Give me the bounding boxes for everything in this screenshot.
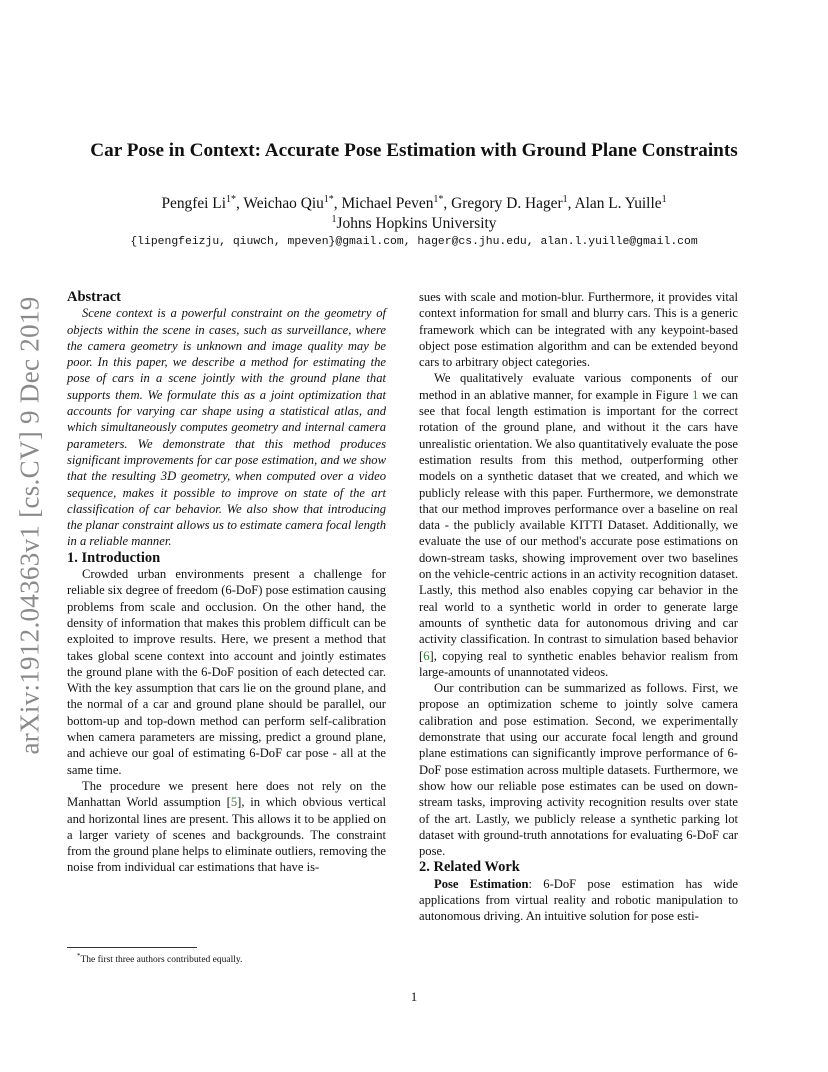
footnote [77, 952, 242, 965]
abstract-heading: Abstract [67, 289, 121, 305]
footnote-mark: * [77, 952, 81, 960]
abstract-text: Scene context is a powerful constraint on the geometry of objects within the scene in cases, such as surveillance, where the camera geometry is unknown and image quality may be poor. In this paper, we describe a method for estimating the pose of cars in a scene jointly with the ground plane that supports them. We formulate this as a joint optimization that accounts for varying car shape using a statistical atlas, and which simultaneously computes geometry and internal camera parameters. We demonstrate that this method produces significant improvements for car pose estimation, and we show that the resulting 3D geometry, when computed over a video sequence, makes it possible to improve on state of the art classification of car behavior. We also show that introducing the planar constraint allows us to estimate camera focal length in a reliable manner. [67, 306, 386, 549]
author-list: Pengfei $Li^{1*}$, Weichao Qiu$^{1*}$, Michael Peven$^{1*}$, Gregory D. Hager$^1$, Alan L. Yuille$^1$ [161, 194, 667, 212]
introduction-paragraph: The procedure we present here does not rely on the Manhattan World assumption [5], in which obvious vertical and horizontal lines are present. This allows it to be applied on a larger variety of scenes and backgrounds. The constraint from the ground plane helps to eliminate outliers, removing the noise from individual car estimations that have is- [67, 778, 386, 875]
affiliation-mark: 1 [562, 194, 568, 205]
author-name: Michael Peven [341, 195, 434, 212]
author-name: Alan L. Yuille [574, 195, 662, 212]
equal-contribution-mark: * [230, 194, 236, 205]
introduction-heading: 1. Introduction [67, 549, 161, 566]
left-column [67, 289, 386, 876]
affiliation-mark: 1 [661, 194, 667, 205]
page-number: 1 [410, 990, 418, 1004]
right-column [419, 289, 738, 925]
author-name: Weichao Qiu [243, 195, 324, 212]
equal-contribution-mark: * [438, 194, 444, 205]
introduction-paragraph: Crowded urban environments present a challenge for reliable six degree of freedom (6-DoF) pose estimation causing problems from scale and occlusion. On the other hand, the density of information that makes this problem difficult can be exploited to improve results. Here, we present a method that takes global scene context into account and jointly estimates the ground plane with the 6-DoF position of each detected car. With the key assumption that cars lie on the ground plane, and the normal of a car and ground plane should be parallel, our bottom-up and top-down method can perform self-calibration when camera parameters are missing, predict a ground plane, and achieve our goal of estimating 6-DoF car pose - all at the same time. [67, 567, 386, 777]
introduction-paragraph: We qualitatively evaluate various components of our method in an ablative manner, for example in Figure 1 we can see that focal length estimation is important for the correct rotation of the ground plane, and without it the cars have unrealistic orientation. We also quantitatively evaluate the pose estimation results from this method, outperforming other models on a synthetic dataset that we created, and which we publicly release with this paper. Furthermore, we demonstrate that our method improves performance over a baseline on real data - the publicly available KITTI Dataset. Additionally, we evaluate the use of our method's accurate pose estimations on down-stream tasks, showing improvement over two baselines on the vehicle-centric actions in an activity recognition dataset. Lastly, this method also enables copying car behavior in the real world to a synthetic world in order to generate large amounts of synthetic data for autonomous driving and car activity classification. In contrast to simulation based behavior [6], copying real to synthetic enables behavior realism from large-amounts of unannotated videos. [419, 371, 738, 679]
paper-title: Car Pose in Context: Accurate Pose Estimation with Ground Plane Constraints [90, 140, 738, 161]
affiliation-name: Johns Hopkins University [336, 215, 497, 232]
author-name: Pengfei Li [161, 195, 226, 212]
footnote-text: The first three authors contributed equally. [80, 955, 243, 966]
author-emails: {lipengfeizju, qiuwch, mpeven}@gmail.com, hager@cs.jhu.edu, alan.l.yuille@gmail.com [130, 236, 698, 248]
equal-contribution-mark: * [328, 194, 334, 205]
paragraph-lead: Pose Estimation [434, 876, 529, 891]
arxiv-identifier-stamp [0, 290, 60, 760]
related-work-heading: 2. Related Work [419, 859, 520, 876]
figure-reference-link[interactable]: 1 [692, 387, 699, 402]
author-name: Gregory D. Hager [451, 195, 563, 212]
citation-link[interactable]: 6 [423, 648, 430, 663]
author-block [0, 194, 828, 234]
affiliation-mark: 1 [331, 214, 337, 225]
affiliation-mark: 1 [433, 194, 439, 205]
related-work-paragraph: Pose Estimation: 6-DoF pose estimation has wide applications from virtual reality and robotic manipulation to autonomous driving. An intuitive solution for pose esti- [419, 876, 738, 924]
introduction-paragraph-continued: sues with scale and motion-blur. Furthermore, it provides vital context information for small and blurry cars. This is a generic framework which can be integrated with any keypoint-based object pose estimation algorithm and can be extended beyond cars to arbitrary object categories. [419, 290, 738, 370]
affiliation-mark: 1 [225, 194, 231, 205]
affiliation [0, 214, 828, 234]
contributions-paragraph: Our contribution can be summarized as follows. First, we propose an optimization scheme to jointly solve camera calibration and pose estimation. Second, we experimentally demonstrate that using our accurate focal length and ground plane estimations can significantly improve performance of 6-DoF pose estimation across multiple datasets. Furthermore, we show how our reliable pose estimates can be used on down-stream tasks, improving activity recognition results over state of the art. Lastly, we publicly release a synthetic parking lot dataset with ground-truth annotations for evaluating 6-DoF car pose. [419, 681, 738, 859]
citation-link[interactable]: 5 [230, 795, 238, 810]
arxiv-identifier: arXiv:1912.04363v1 [cs.CV] 9 Dec 2019 [14, 295, 45, 755]
affiliation-mark: 1 [323, 194, 329, 205]
footnote-divider [67, 947, 197, 948]
